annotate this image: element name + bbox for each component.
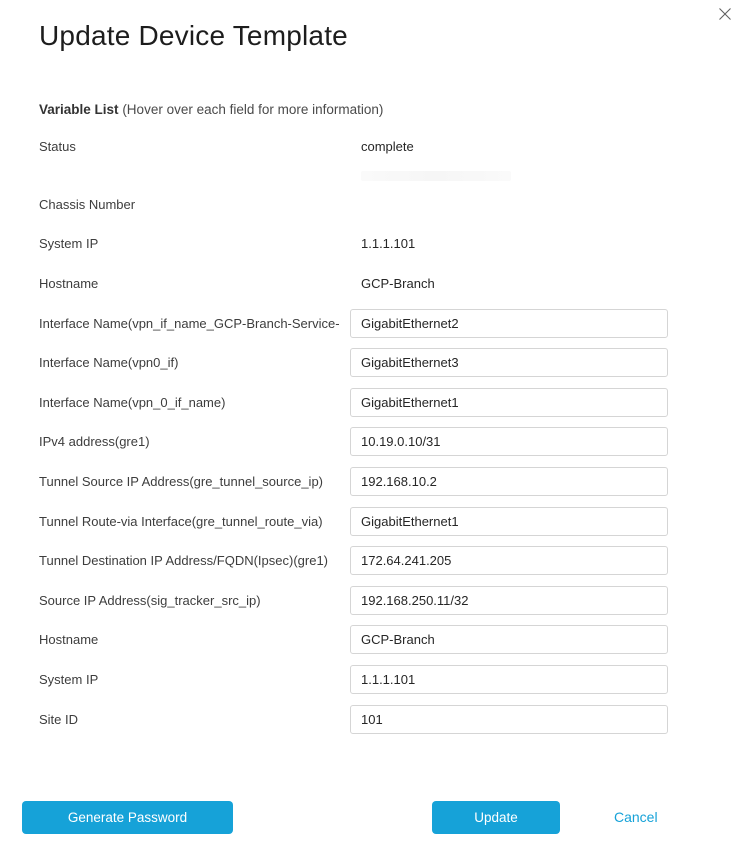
field-label: IPv4 address(gre1) (39, 434, 150, 450)
row-tunnel-source-ip (39, 462, 752, 502)
tunnel-source-ip-input[interactable] (350, 467, 668, 496)
system-ip-value: 1.1.1.101 (361, 236, 416, 252)
field-label: Tunnel Destination IP Address/FQDN(Ipsec)(gre1) (39, 553, 329, 569)
chassis-faint-value (361, 171, 511, 181)
row-ipv4-address-gre1 (39, 422, 752, 462)
row-interface-name-service-vpn (39, 303, 752, 343)
generate-password-button[interactable]: Generate Password (22, 801, 233, 834)
field-label: Interface Name(vpn_0_if_name) (39, 394, 226, 410)
field-label: Tunnel Source IP Address(gre_tunnel_source_ip) (39, 474, 324, 490)
ipv4-address-gre1-input[interactable] (350, 427, 668, 456)
hostname-value: GCP-Branch (361, 276, 435, 292)
field-label: Hostname (39, 276, 99, 292)
row-hostname-input (39, 620, 752, 660)
field-label: Interface Name(vpn_if_name_GCP-Branch-Service- (39, 315, 340, 331)
field-label: Hostname (39, 632, 99, 648)
system-ip-input[interactable] (350, 665, 668, 694)
field-label: Site ID (39, 711, 79, 727)
page-title: Update Device Template (39, 20, 348, 51)
row-interface-name-vpn-0-if-name (39, 383, 752, 423)
cancel-link[interactable]: Cancel (614, 809, 658, 825)
row-tunnel-destination-ip (39, 541, 752, 581)
row-tunnel-route-via (39, 501, 752, 541)
dialog-footer (0, 801, 752, 834)
row-site-id (39, 699, 752, 739)
row-interface-name-vpn0-if (39, 343, 752, 383)
hostname-input[interactable] (350, 625, 668, 654)
status-value: complete (361, 139, 414, 155)
update-button[interactable]: Update (432, 801, 560, 834)
row-source-ip-sig-tracker (39, 581, 752, 621)
row-system-ip-input (39, 660, 752, 700)
row-hostname-static (39, 264, 752, 304)
row-status (39, 127, 752, 167)
field-label: System IP (39, 236, 99, 252)
variable-list-heading (39, 102, 383, 117)
field-label: Interface Name(vpn0_if) (39, 355, 179, 371)
site-id-input[interactable] (350, 705, 668, 734)
row-system-ip-static (39, 224, 752, 264)
close-icon[interactable] (716, 5, 734, 23)
field-label: System IP (39, 672, 99, 688)
source-ip-sig-tracker-input[interactable] (350, 586, 668, 615)
interface-name-vpn-0-if-name-input[interactable] (350, 388, 668, 417)
tunnel-destination-ip-input[interactable] (350, 546, 668, 575)
interface-name-service-vpn-input[interactable] (350, 309, 668, 338)
field-label: Source IP Address(sig_tracker_src_ip) (39, 592, 261, 608)
variable-list (39, 127, 752, 739)
field-label: Status (39, 139, 76, 155)
row-chassis-number (39, 185, 752, 225)
field-label: Chassis Number (39, 196, 136, 212)
variable-list-label: Variable List (39, 102, 119, 117)
tunnel-route-via-input[interactable] (350, 507, 668, 536)
interface-name-vpn0-if-input[interactable] (350, 348, 668, 377)
field-label: Tunnel Route-via Interface(gre_tunnel_route_via) (39, 513, 323, 529)
row-spacer (39, 167, 752, 185)
variable-list-hint: (Hover over each field for more information) (122, 102, 384, 117)
